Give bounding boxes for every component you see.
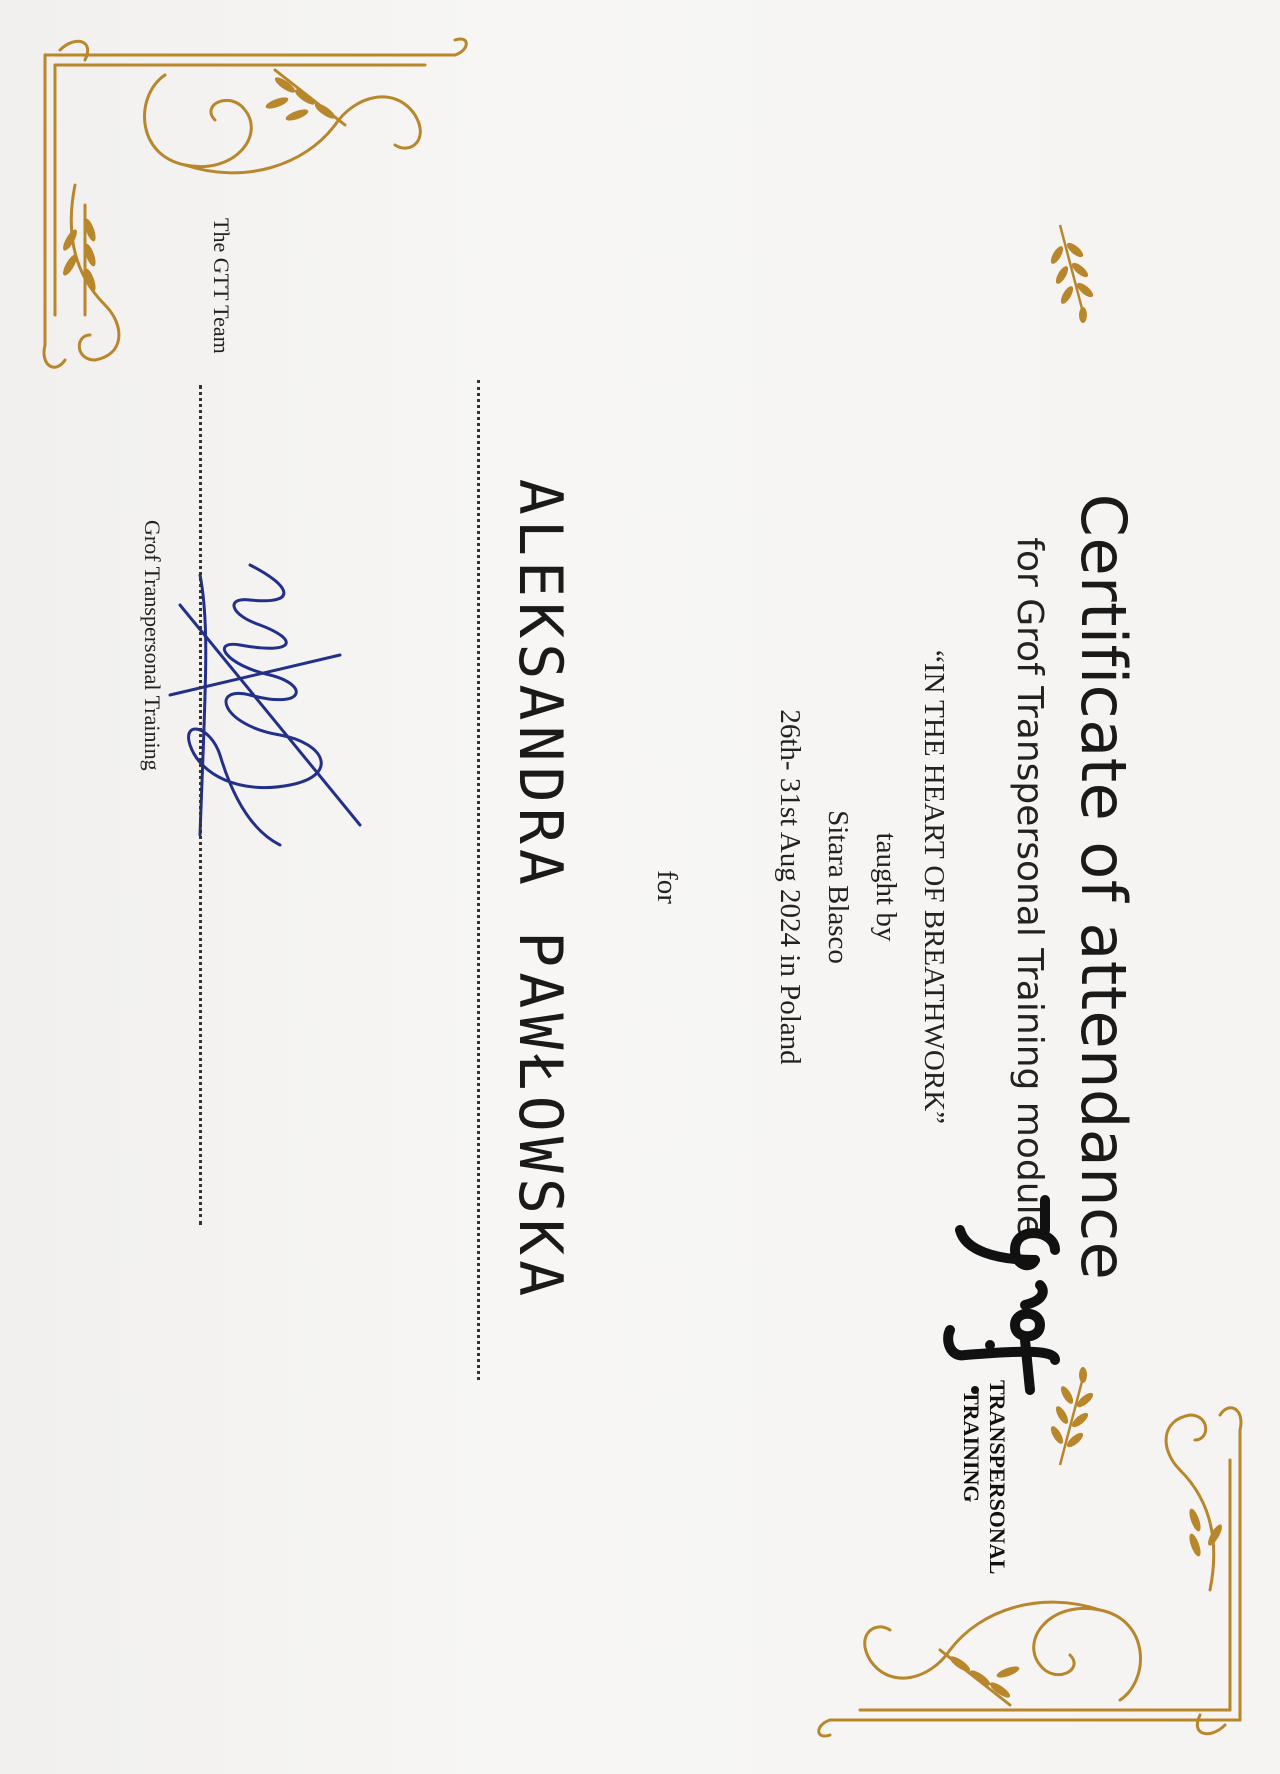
logo-text-line1: TRANSPERSONAL	[985, 1380, 1010, 1575]
certificate-subtitle: for Grof Transpersonal Training module	[1009, 537, 1050, 1237]
name-dotted-line	[477, 380, 480, 1380]
signature-icon	[140, 545, 400, 865]
certificate-title: Certificate of attendance	[1067, 493, 1140, 1281]
teacher-name: Sitara Blasco	[822, 810, 854, 964]
grof-logo-icon	[940, 1190, 1085, 1420]
logo-text-line2: TRAINING	[959, 1390, 984, 1503]
taught-by-label: taught by	[870, 832, 902, 942]
signature-dotted-line	[199, 385, 202, 1225]
course-dates: 26th- 31st Aug 2024 in Poland	[774, 709, 806, 1065]
organization-label: Grof Transpersonal Training	[140, 520, 165, 771]
module-name: “IN THE HEART OF BREATHWORK”	[918, 649, 950, 1125]
for-label: for	[651, 870, 683, 904]
team-label: The GTT Team	[209, 218, 234, 354]
recipient-name: ALEKSANDRA PAWŁOWSKA	[505, 478, 575, 1302]
